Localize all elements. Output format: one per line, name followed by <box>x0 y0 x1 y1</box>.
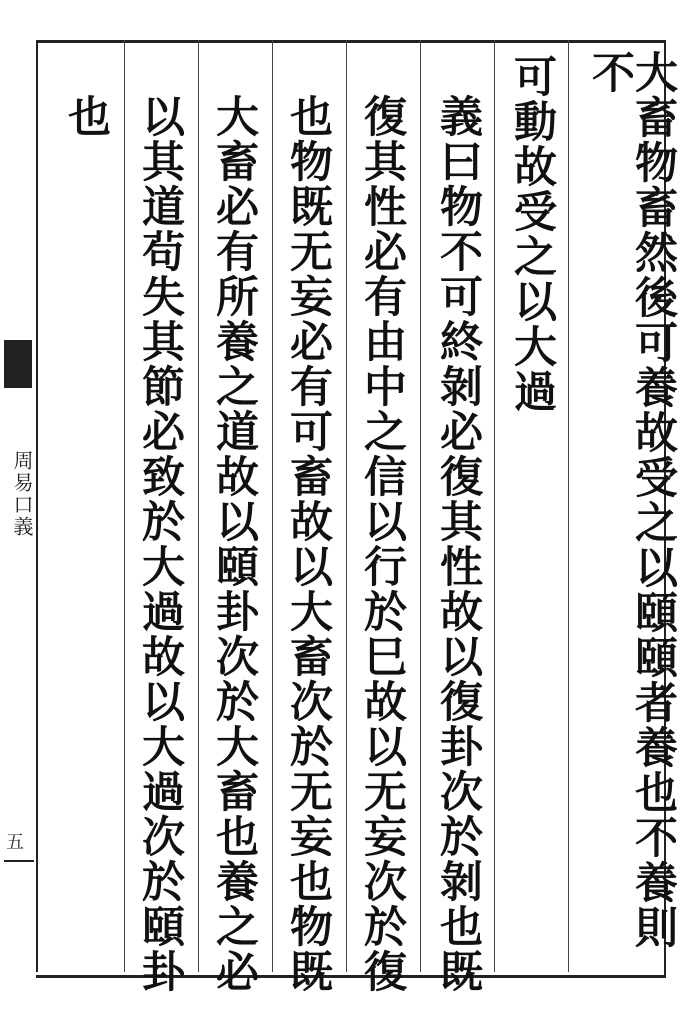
text-column-8: 也 <box>61 94 111 139</box>
column-divider <box>124 40 125 972</box>
text-column-3: 義曰物不可終剝必復其性故以復卦次於剝也既 <box>433 94 483 994</box>
column-divider <box>346 40 347 972</box>
column-divider <box>420 40 421 972</box>
text-column-5: 也物既无妄必有可畜故以大畜次於无妄也物既 <box>283 94 333 994</box>
text-column-7: 以其道茍失其節必致於大過故以大過次於頤卦 <box>135 94 185 994</box>
column-divider <box>494 40 495 972</box>
book-margin <box>0 40 36 972</box>
margin-tick <box>4 860 34 862</box>
column-divider <box>272 40 273 972</box>
text-column-6: 大畜必有所養之道故以頤卦次於大畜也養之必 <box>209 94 259 994</box>
text-column-2: 可動故受之以大過 <box>507 54 557 414</box>
page-frame <box>36 40 666 978</box>
text-column-4: 復其性必有由中之信以行於巳故以无妄次於復 <box>357 94 407 994</box>
fish-tail-mark <box>4 340 32 388</box>
page-number: 五 <box>6 832 24 853</box>
margin-rule <box>36 40 38 972</box>
book-title: 周易口義 <box>10 450 34 538</box>
text-column-1: 大畜物畜然後可養故受之以頤頤者養也不養則不 <box>585 50 678 950</box>
column-divider <box>198 40 199 972</box>
column-divider <box>568 40 569 972</box>
